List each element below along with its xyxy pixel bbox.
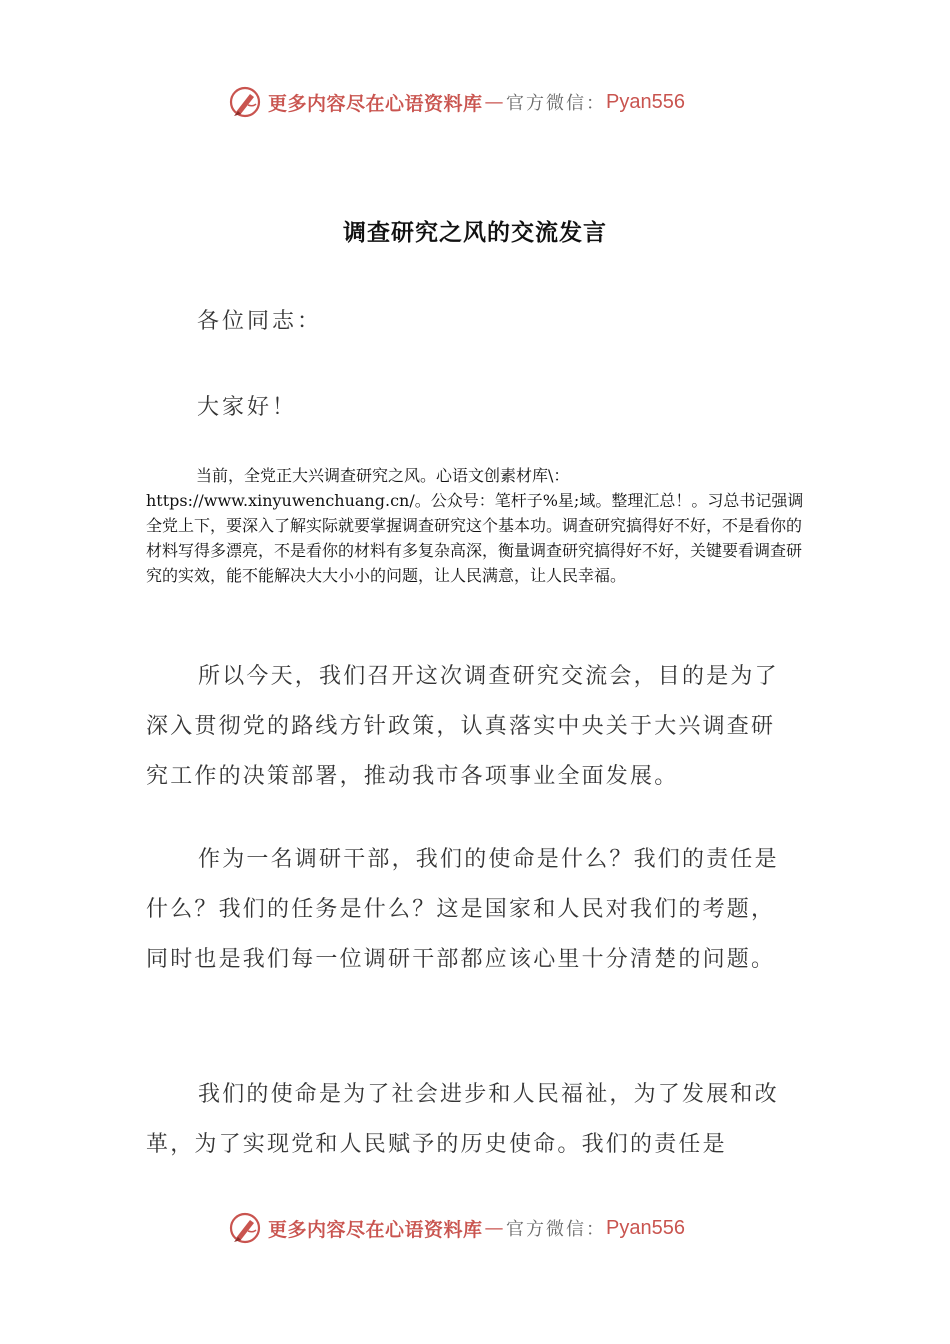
body-paragraph-1: 所以今天，我们召开这次调查研究交流会，目的是为了深入贯彻党的路线方针政策，认真落实中央关于大兴调查研究工作的决策部署，推动我市各项事业全面发展。 xyxy=(146,664,779,789)
body-paragraph-3: 我们的使命是为了社会进步和人民福祉，为了发展和改革，为了实现党和人民赋予的历史使命。我们的责任是 xyxy=(146,1082,779,1157)
pen-circle-logo-icon xyxy=(228,1211,262,1245)
banner-text: 更多内容尽在心语资料库 xyxy=(268,1218,483,1241)
salutation: 各位同志： xyxy=(197,309,323,334)
intro-paragraph: 当前，全党正大兴调查研究之风。心语文创素材库\：https://www.xinyuwenchuang.cn/。公众号：笔杆子%星;域。整理汇总！。习总书记强调全党上下，要深入了解实际就要掌握调查研究这个基本功。调查研究搞得好不好，不是看你的材料写得多漂亮，不是看你的材料有多复杂高深，衡量调查研究搞得好不好，关键要看调查研究的实效，能不能解决大大小小的问题，让人民满意，让人民幸福。 xyxy=(146,466,804,585)
banner-text: 更多内容尽在心语资料库 xyxy=(268,92,483,115)
banner-official-label: 官方微信： xyxy=(506,93,607,114)
document-title: 调查研究之风的交流发言 xyxy=(343,219,607,246)
banner-dash: — xyxy=(484,1217,505,1239)
greeting: 大家好！ xyxy=(197,395,298,420)
banner-wechat-id: Pyan556 xyxy=(606,1216,685,1239)
header-banner xyxy=(228,82,748,122)
banner-dash: — xyxy=(484,91,505,113)
body-paragraph-2: 作为一名调研干部，我们的使命是什么？我们的责任是什么？我们的任务是什么？这是国家和人民对我们的考题，同时也是我们每一位调研干部都应该心里十分清楚的问题。 xyxy=(146,847,779,972)
banner-official-label: 官方微信： xyxy=(506,1219,607,1240)
banner-wechat-id: Pyan556 xyxy=(606,90,685,113)
pen-circle-logo-icon xyxy=(228,85,262,119)
footer-banner xyxy=(228,1208,748,1248)
